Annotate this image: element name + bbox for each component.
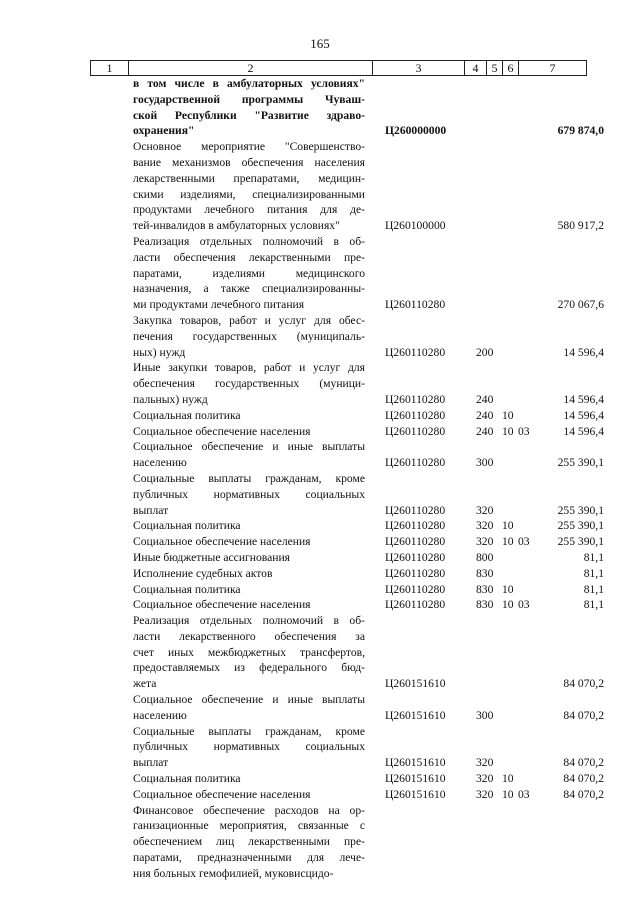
row-name-line: охранения" [133,124,195,138]
header-col-7: 7 [519,61,587,76]
page-number: 165 [310,36,330,51]
row-section: 10 [502,424,514,438]
row-target-code: Ц260000000 [385,124,447,138]
row-name-line: ных) нужд [133,345,186,359]
row-amount: 270 067,6 [557,298,604,312]
row-name-line: скими изделиями, специализированными [133,187,365,201]
row-name-line: Реализация отдельных полномочий в об- [133,614,365,628]
row-amount: 84 070,2 [563,756,604,770]
row-target-code: Ц260110280 [385,550,446,564]
row-name [133,582,365,598]
row-name [133,613,365,692]
row-expense-type: 320 [476,772,494,786]
row-name-line: Социальное обеспечение населения [133,598,311,612]
header-col-6: 6 [503,61,519,76]
row-name-line: вание механизмов обеспечения населения [133,155,365,169]
row-name-line: Социальное обеспечение населения [133,787,311,801]
table-row [0,439,640,471]
row-amount: 81,1 [583,566,604,580]
row-section: 10 [502,787,514,801]
row-subsection: 03 [518,598,530,612]
row-amount: 14 596,4 [563,345,604,359]
row-name-line: ми продуктами лечебного питания [133,298,305,312]
row-name-line: пальных) нужд [133,392,208,406]
row-name-line: назначения, а также специализированны- [133,282,365,296]
row-name [133,803,365,882]
row-expense-type: 830 [476,566,494,580]
row-target-code: Ц260110280 [385,392,446,406]
row-expense-type: 320 [476,519,494,533]
row-target-code: Ц260110280 [385,298,446,312]
row-expense-type: 800 [476,550,494,564]
row-name-line: Социальное обеспечение и иные выплаты [133,440,365,454]
row-name [133,724,365,771]
row-name-line: жета [133,677,157,691]
row-target-code: Ц260110280 [385,456,446,470]
table-row [0,139,640,234]
row-section: 10 [502,582,514,596]
row-name-line: Социальная политика [133,772,241,786]
row-target-code: Ц260110280 [385,408,446,422]
row-name [133,692,365,724]
table-row [0,471,640,518]
row-name-line: Социальное обеспечение населения [133,424,311,438]
row-name [133,471,365,518]
row-amount: 255 390,1 [557,503,604,517]
row-name [133,597,365,613]
row-name-line: Финансовое обеспечение расходов на ор- [133,803,365,817]
row-name-line: Социальная политика [133,408,241,422]
row-target-code: Ц260110280 [385,566,446,580]
row-name-line: Закупка товаров, работ и услуг для обес- [133,313,365,327]
table-row [0,550,640,566]
row-name-line: ласти обеспечения лекарственными пре- [133,250,365,264]
row-name-line: Исполнение судебных актов [133,566,273,580]
row-amount: 14 596,4 [563,408,604,422]
row-amount: 255 390,1 [557,519,604,533]
row-target-code: Ц260110280 [385,345,446,359]
row-target-code: Ц260110280 [385,519,446,533]
row-section: 10 [502,535,514,549]
row-expense-type: 200 [476,345,494,359]
row-target-code: Ц260151610 [385,677,446,691]
row-name-line: продуктами лечебного питания для де- [133,203,365,217]
row-name [133,518,365,534]
row-amount: 14 596,4 [563,424,604,438]
row-amount: 14 596,4 [563,392,604,406]
row-section: 10 [502,772,514,786]
row-expense-type: 320 [476,756,494,770]
row-name-line: государственной программы Чуваш- [133,92,365,106]
row-name-line: Основное мероприятие "Совершенство- [133,140,365,154]
row-name-line: предоставляемых из федерального бюд- [133,661,365,675]
row-amount: 84 070,2 [563,708,604,722]
table-row [0,597,640,613]
row-amount: 255 390,1 [557,456,604,470]
table-row [0,313,640,360]
row-name-line: Социальные выплаты гражданам, кроме [133,724,365,738]
row-name [133,76,365,139]
table-row [0,360,640,407]
row-name-line: Социальная политика [133,519,241,533]
row-name [133,234,365,313]
table-row [0,787,640,803]
row-target-code: Ц260110280 [385,535,446,549]
row-name-line: тей-инвалидов в амбулаторных условиях" [133,219,340,233]
row-expense-type: 320 [476,503,494,517]
table-row [0,692,640,724]
row-expense-type: 240 [476,424,494,438]
row-amount: 84 070,2 [563,677,604,691]
row-name [133,534,365,550]
row-name-line: Социальная политика [133,582,241,596]
header-col-5: 5 [487,61,503,76]
header-col-3: 3 [373,61,465,76]
row-name-line: ласти лекарственного обеспечения за [133,629,365,643]
row-target-code: Ц260151610 [385,756,446,770]
row-name [133,550,365,566]
row-name-line: ния больных гемофилией, муковисцидо- [133,866,334,880]
table-row [0,582,640,598]
header-col-1: 1 [91,61,129,76]
table-row [0,803,640,882]
row-section: 10 [502,598,514,612]
row-target-code: Ц260151610 [385,772,446,786]
row-name-line: населению [133,456,187,470]
row-name-line: ской Республики "Развитие здраво- [133,108,365,122]
column-number-header [90,60,587,76]
row-target-code: Ц260151610 [385,787,446,801]
row-name-line: выплат [133,503,169,517]
table-row [0,566,640,582]
row-target-code: Ц260110280 [385,503,446,517]
row-amount: 580 917,2 [557,219,604,233]
row-section: 10 [502,408,514,422]
row-amount: 679 874,0 [557,124,604,138]
row-amount: 81,1 [583,598,604,612]
row-name-line: Иные бюджетные ассигнования [133,550,290,564]
header-col-2: 2 [129,61,373,76]
row-name [133,424,365,440]
budget-table-body [0,76,640,882]
row-name-line: публичных нормативных социальных [133,740,365,754]
row-name [133,313,365,360]
row-name-line: лекарственными препаратами, медицин- [133,171,365,185]
table-row [0,408,640,424]
row-name [133,787,365,803]
table-row [0,234,640,313]
row-name [133,771,365,787]
row-expense-type: 320 [476,787,494,801]
row-name [133,408,365,424]
header-col-4: 4 [465,61,487,76]
row-name-line: Социальные выплаты гражданам, кроме [133,471,365,485]
row-name-line: Иные закупки товаров, работ и услуг для [133,361,365,375]
row-amount: 81,1 [583,550,604,564]
row-subsection: 03 [518,424,530,438]
row-name [133,139,365,234]
row-name [133,360,365,407]
row-name-line: в том числе в амбулаторных условиях" [133,77,365,90]
row-expense-type: 300 [476,708,494,722]
row-expense-type: 240 [476,408,494,422]
row-amount: 84 070,2 [563,787,604,801]
row-section: 10 [502,519,514,533]
row-target-code: Ц260151610 [385,708,446,722]
table-row [0,534,640,550]
row-expense-type: 320 [476,535,494,549]
row-subsection: 03 [518,535,530,549]
table-row [0,771,640,787]
row-name-line: Реализация отдельных полномочий в об- [133,234,365,248]
row-amount: 81,1 [583,582,604,596]
table-row [0,76,640,139]
row-name [133,439,365,471]
row-target-code: Ц260110280 [385,582,446,596]
row-expense-type: 830 [476,598,494,612]
table-row [0,724,640,771]
row-target-code: Ц260100000 [385,219,446,233]
row-name-line: счет иных межбюджетных трансфертов, [133,645,365,659]
row-target-code: Ц260110280 [385,598,446,612]
table-row [0,424,640,440]
row-expense-type: 300 [476,456,494,470]
table-row [0,518,640,534]
row-name-line: Социальное обеспечение населения [133,535,311,549]
row-name-line: ганизационные мероприятия, связанные с [133,819,365,833]
row-name-line: обеспечения государственных (муници- [133,377,365,391]
row-name-line: Социальное обеспечение и иные выплаты [133,693,365,707]
row-name-line: паратами, предназначенными для лече- [133,851,365,865]
table-row [0,613,640,692]
row-name-line: публичных нормативных социальных [133,487,365,501]
row-name-line: выплат [133,756,169,770]
row-amount: 255 390,1 [557,535,604,549]
row-expense-type: 830 [476,582,494,596]
row-target-code: Ц260110280 [385,424,446,438]
row-name-line: печения государственных (муниципаль- [133,329,365,343]
row-amount: 84 070,2 [563,772,604,786]
row-name [133,566,365,582]
row-name-line: паратами, изделиями медицинского [133,266,365,280]
row-name-line: населению [133,708,187,722]
row-expense-type: 240 [476,392,494,406]
row-name-line: обеспечением лиц лекарственными пре- [133,835,365,849]
row-subsection: 03 [518,787,530,801]
